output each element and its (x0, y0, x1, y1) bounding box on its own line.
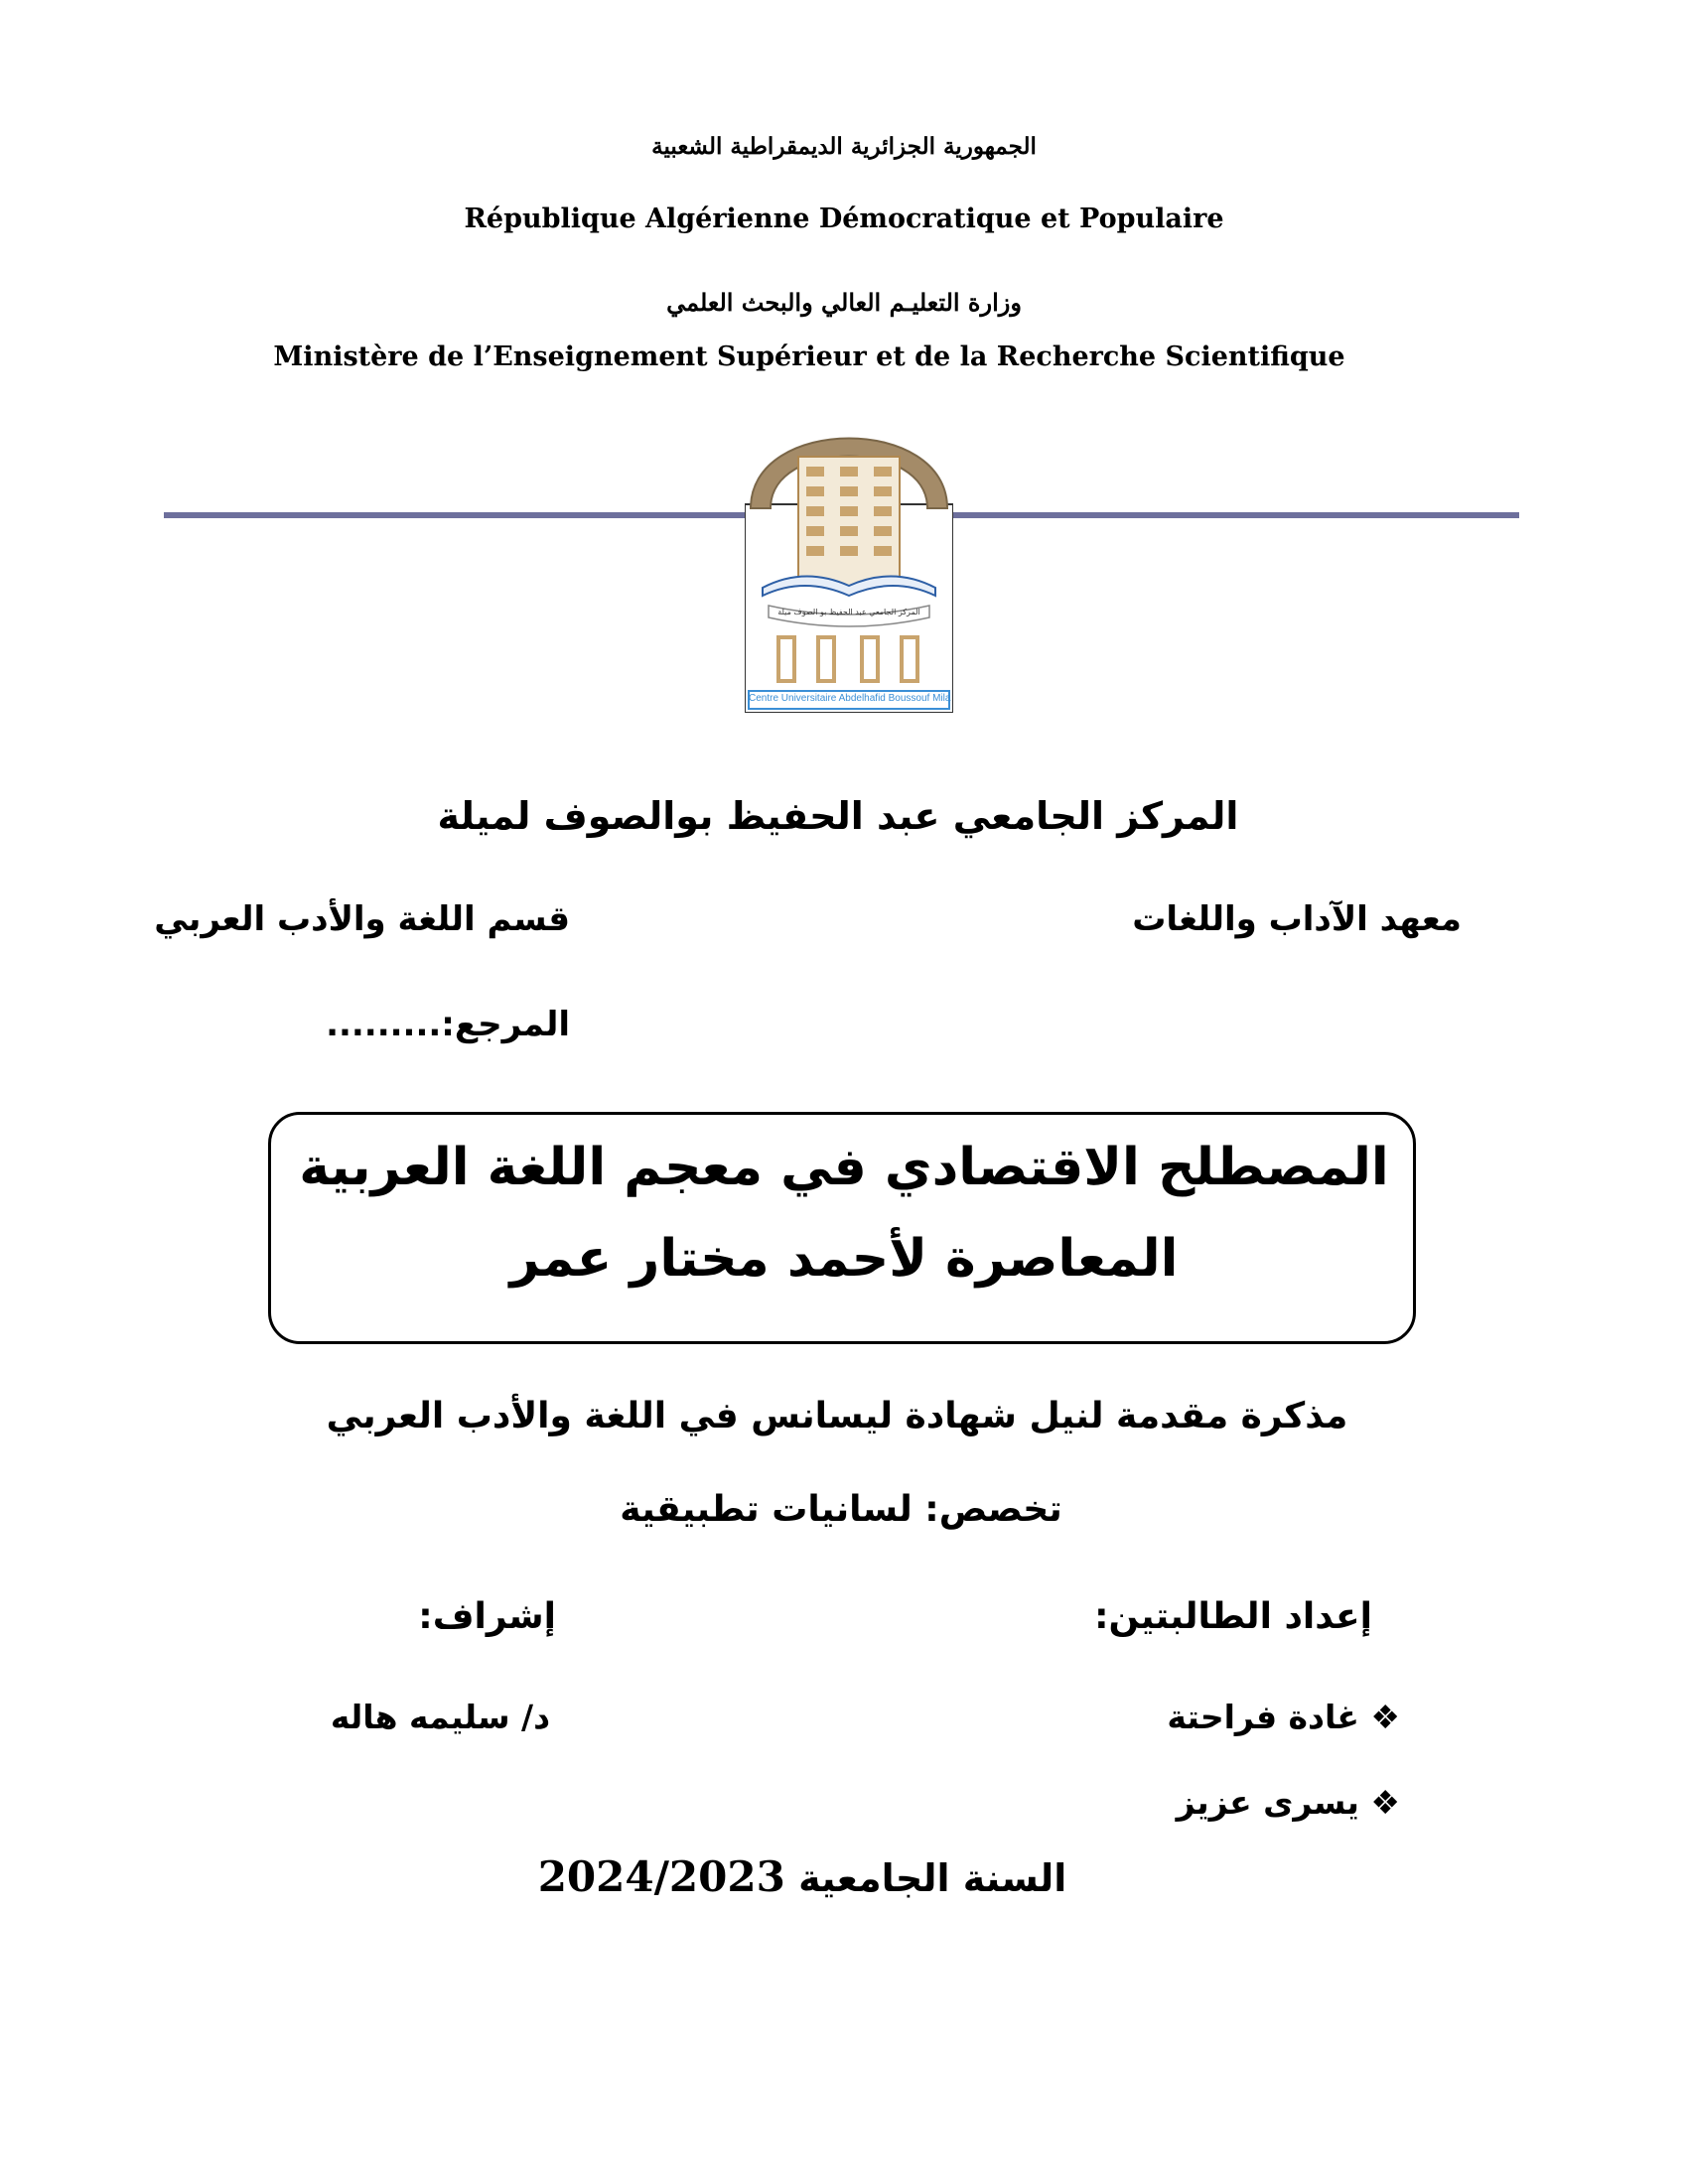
specialty: تخصص: لسانيات تطبيقية (620, 1489, 1062, 1530)
thesis-title-line-2: المعاصرة لأحمد مختار عمر (509, 1229, 1179, 1289)
academic-year (0, 1852, 1605, 1901)
thesis-title-line-1: المصطلح الاقتصادي في معجم اللغة العربية (299, 1138, 1389, 1197)
supervisor-label: إشراف: (418, 1596, 556, 1637)
university-logo (745, 417, 953, 713)
student-name: يسرى عزيز (1176, 1783, 1359, 1822)
ministry-french: Ministère de l’Enseignement Supérieur et de la Recherche Scientifique (273, 341, 1345, 372)
supervisor-name: د/ سليمه هاله (330, 1698, 550, 1736)
students-label: إعداد الطالبتين: (1094, 1596, 1372, 1637)
logo-arabic-caption: المركز الجامعي عبد الحفيظ بو الصوف ميلة (777, 608, 920, 616)
department-name: قسم اللغة والأدب العربي (154, 899, 570, 939)
student-name: غادة فراحتة (1167, 1698, 1359, 1736)
bullet-icon: ❖ (1370, 1783, 1400, 1822)
degree-statement: مذكرة مقدمة لنيل شهادة ليسانس في اللغة والأدب العربي (326, 1396, 1348, 1436)
institute-name: معهد الآداب واللغات (1132, 899, 1462, 939)
student-item (1167, 1698, 1400, 1736)
republic-french: République Algérienne Démocratique et Populaire (464, 204, 1224, 234)
student-item (1177, 1783, 1400, 1822)
academic-year-value: 2024/2023 (537, 1852, 785, 1901)
bullet-icon: ❖ (1370, 1698, 1400, 1736)
university-logo-graphic (745, 417, 953, 713)
republic-arabic: الجمهورية الجزائرية الديمقراطية الشعبية (651, 133, 1037, 160)
center-name: المركز الجامعي عبد الحفيظ بوالصوف لميلة (437, 794, 1239, 838)
ministry-arabic: وزارة التعليـم العالي والبحث العلمي (666, 288, 1022, 317)
reference-field: المرجع:......... (326, 1005, 570, 1044)
academic-year-label: السنة الجامعية (798, 1856, 1067, 1900)
logo-french-caption: Centre Universitaire Abdelhafid Boussouf Mila (749, 693, 951, 704)
